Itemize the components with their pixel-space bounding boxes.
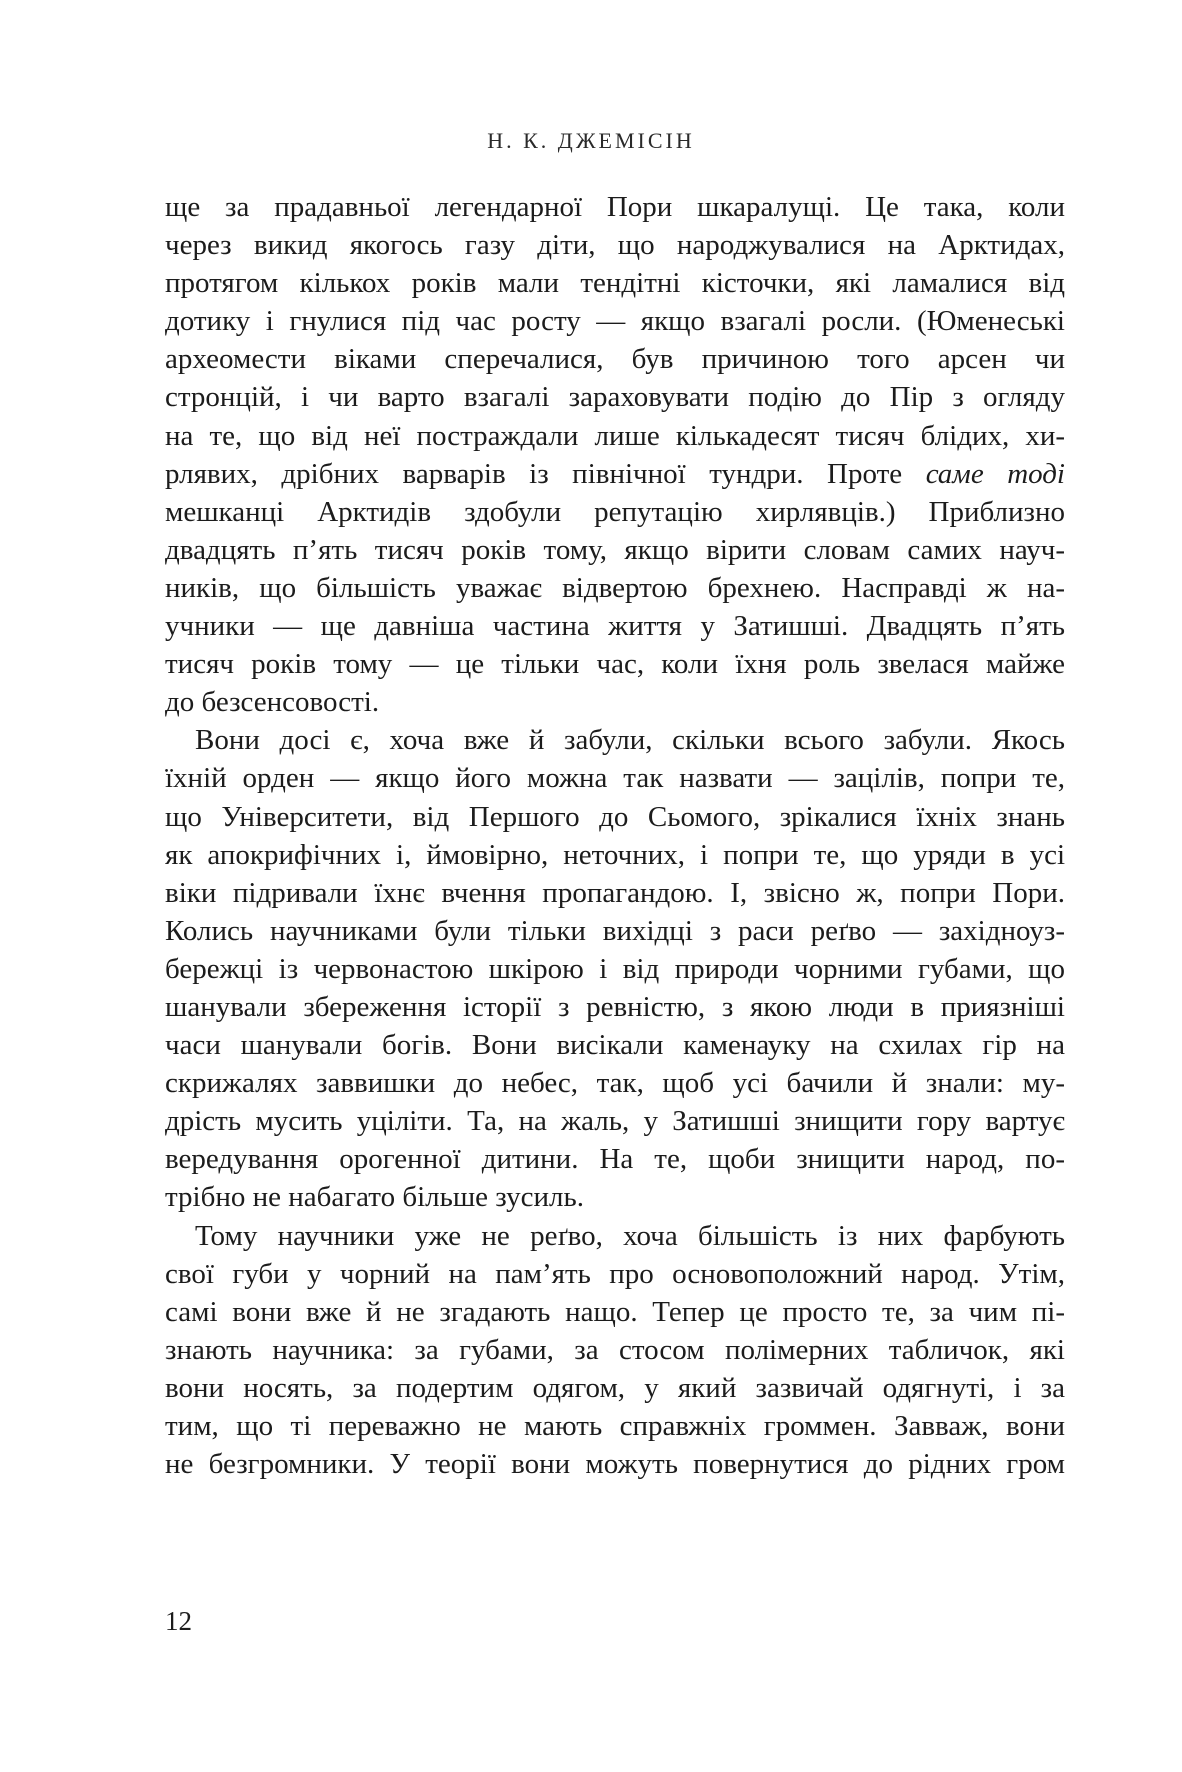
text-segment: рлявих, дрібних варварів із північної тундри. Проте — [165, 457, 926, 490]
text-line: Колись научниками були тільки вихідці з раси реґво — західноуз- — [165, 914, 1065, 947]
text-line: до безсенсовості. — [165, 686, 380, 719]
text-line: мешканці Арктидів здобули репутацію хирлявців.) Приблизно — [165, 495, 1065, 528]
text-line: шанували збереження історії з ревністю, з якою люди в приязніші — [165, 990, 1065, 1023]
text-line: ників, що більшість уважає відвертою брехнею. Насправді ж на- — [165, 571, 1065, 604]
italic-phrase: саме тоді — [925, 457, 1065, 490]
text-line: археомести віками сперечалися, був причиною того арсен чи — [165, 343, 1065, 376]
text-line: віки підривали їхнє вчення пропагандою. І, звісно ж, попри Пори. — [165, 876, 1065, 909]
text-line: тисяч років тому — це тільки час, коли їхня роль звелася майже — [165, 648, 1065, 681]
text-line: дрість мусить уціліти. Та, на жаль, у Затишші знищити гору вартує — [165, 1105, 1065, 1138]
text-line: стронцій, і чи варто взагалі зараховувати подію до Пір з огляду — [165, 381, 1065, 414]
text-line: їхній орден — якщо його можна так назвати — зацілів, попри те, — [165, 762, 1065, 795]
text-line: не безгромники. У теорії вони можуть повернутися до рідних гром — [165, 1448, 1065, 1481]
text-line: вони носять, за подертим одягом, у який зазвичай одягнуті, і за — [165, 1371, 1065, 1404]
text-line: двадцять п’ять тисяч років тому, якщо вірити словам самих науч- — [165, 533, 1065, 566]
text-line: самі вони вже й не згадають нащо. Тепер це просто те, за чим пі- — [165, 1295, 1065, 1328]
text-line: бережці із червонастою шкірою і від природи чорними губами, що — [165, 952, 1065, 985]
text-line: дотику і гнулися під час росту — якщо взагалі росли. (Юменеські — [165, 305, 1065, 338]
text-line: скрижалях заввишки до небес, так, щоб усі бачили й знали: му- — [165, 1067, 1065, 1100]
text-line: як апокрифічних і, ймовірно, неточних, і попри те, що уряди в усі — [165, 838, 1065, 871]
text-line: протягом кількох років мали тендітні кісточки, які ламалися від — [165, 267, 1065, 300]
text-line: часи шанували богів. Вони висікали каменауку на схилах гір на — [165, 1029, 1065, 1062]
text-line-with-italic — [165, 455, 1065, 493]
text-line: вередування орогенної дитини. На те, щоби знищити народ, по- — [165, 1143, 1065, 1176]
text-line: що Університети, від Першого до Сьомого, зрікалися їхніх знань — [165, 800, 1065, 833]
text-line: на те, що від неї постраждали лише кількадесят тисяч блідих, хи- — [165, 419, 1065, 452]
text-line: тим, що ті переважно не мають справжніх громмен. Завваж, вони — [165, 1410, 1065, 1442]
running-head: Н. К. ДЖЕМІСІН — [487, 128, 695, 153]
text-line: через викид якогось газу діти, що народжувалися на Арктидах, — [165, 229, 1065, 262]
text-line: знають научника: за губами, за стосом полімерних табличок, які — [165, 1333, 1065, 1366]
text-line: Тому научники уже не реґво, хоча більшість із них фарбують — [195, 1219, 1065, 1252]
page-number: 12 — [165, 1606, 192, 1636]
text-line: свої губи у чорний на пам’ять про основоположний народ. Утім, — [165, 1257, 1065, 1290]
text-line: Вони досі є, хоча вже й забули, скільки всього забули. Якось — [195, 724, 1065, 757]
text-line: учники — ще давніша частина життя у Затишші. Двадцять п’ять — [165, 610, 1065, 643]
text-line: ще за прадавньої легендарної Пори шкаралущі. Це така, коли — [165, 191, 1065, 223]
text-line: трібно не набагато більше зусиль. — [165, 1181, 584, 1214]
body-text — [165, 188, 1065, 1483]
